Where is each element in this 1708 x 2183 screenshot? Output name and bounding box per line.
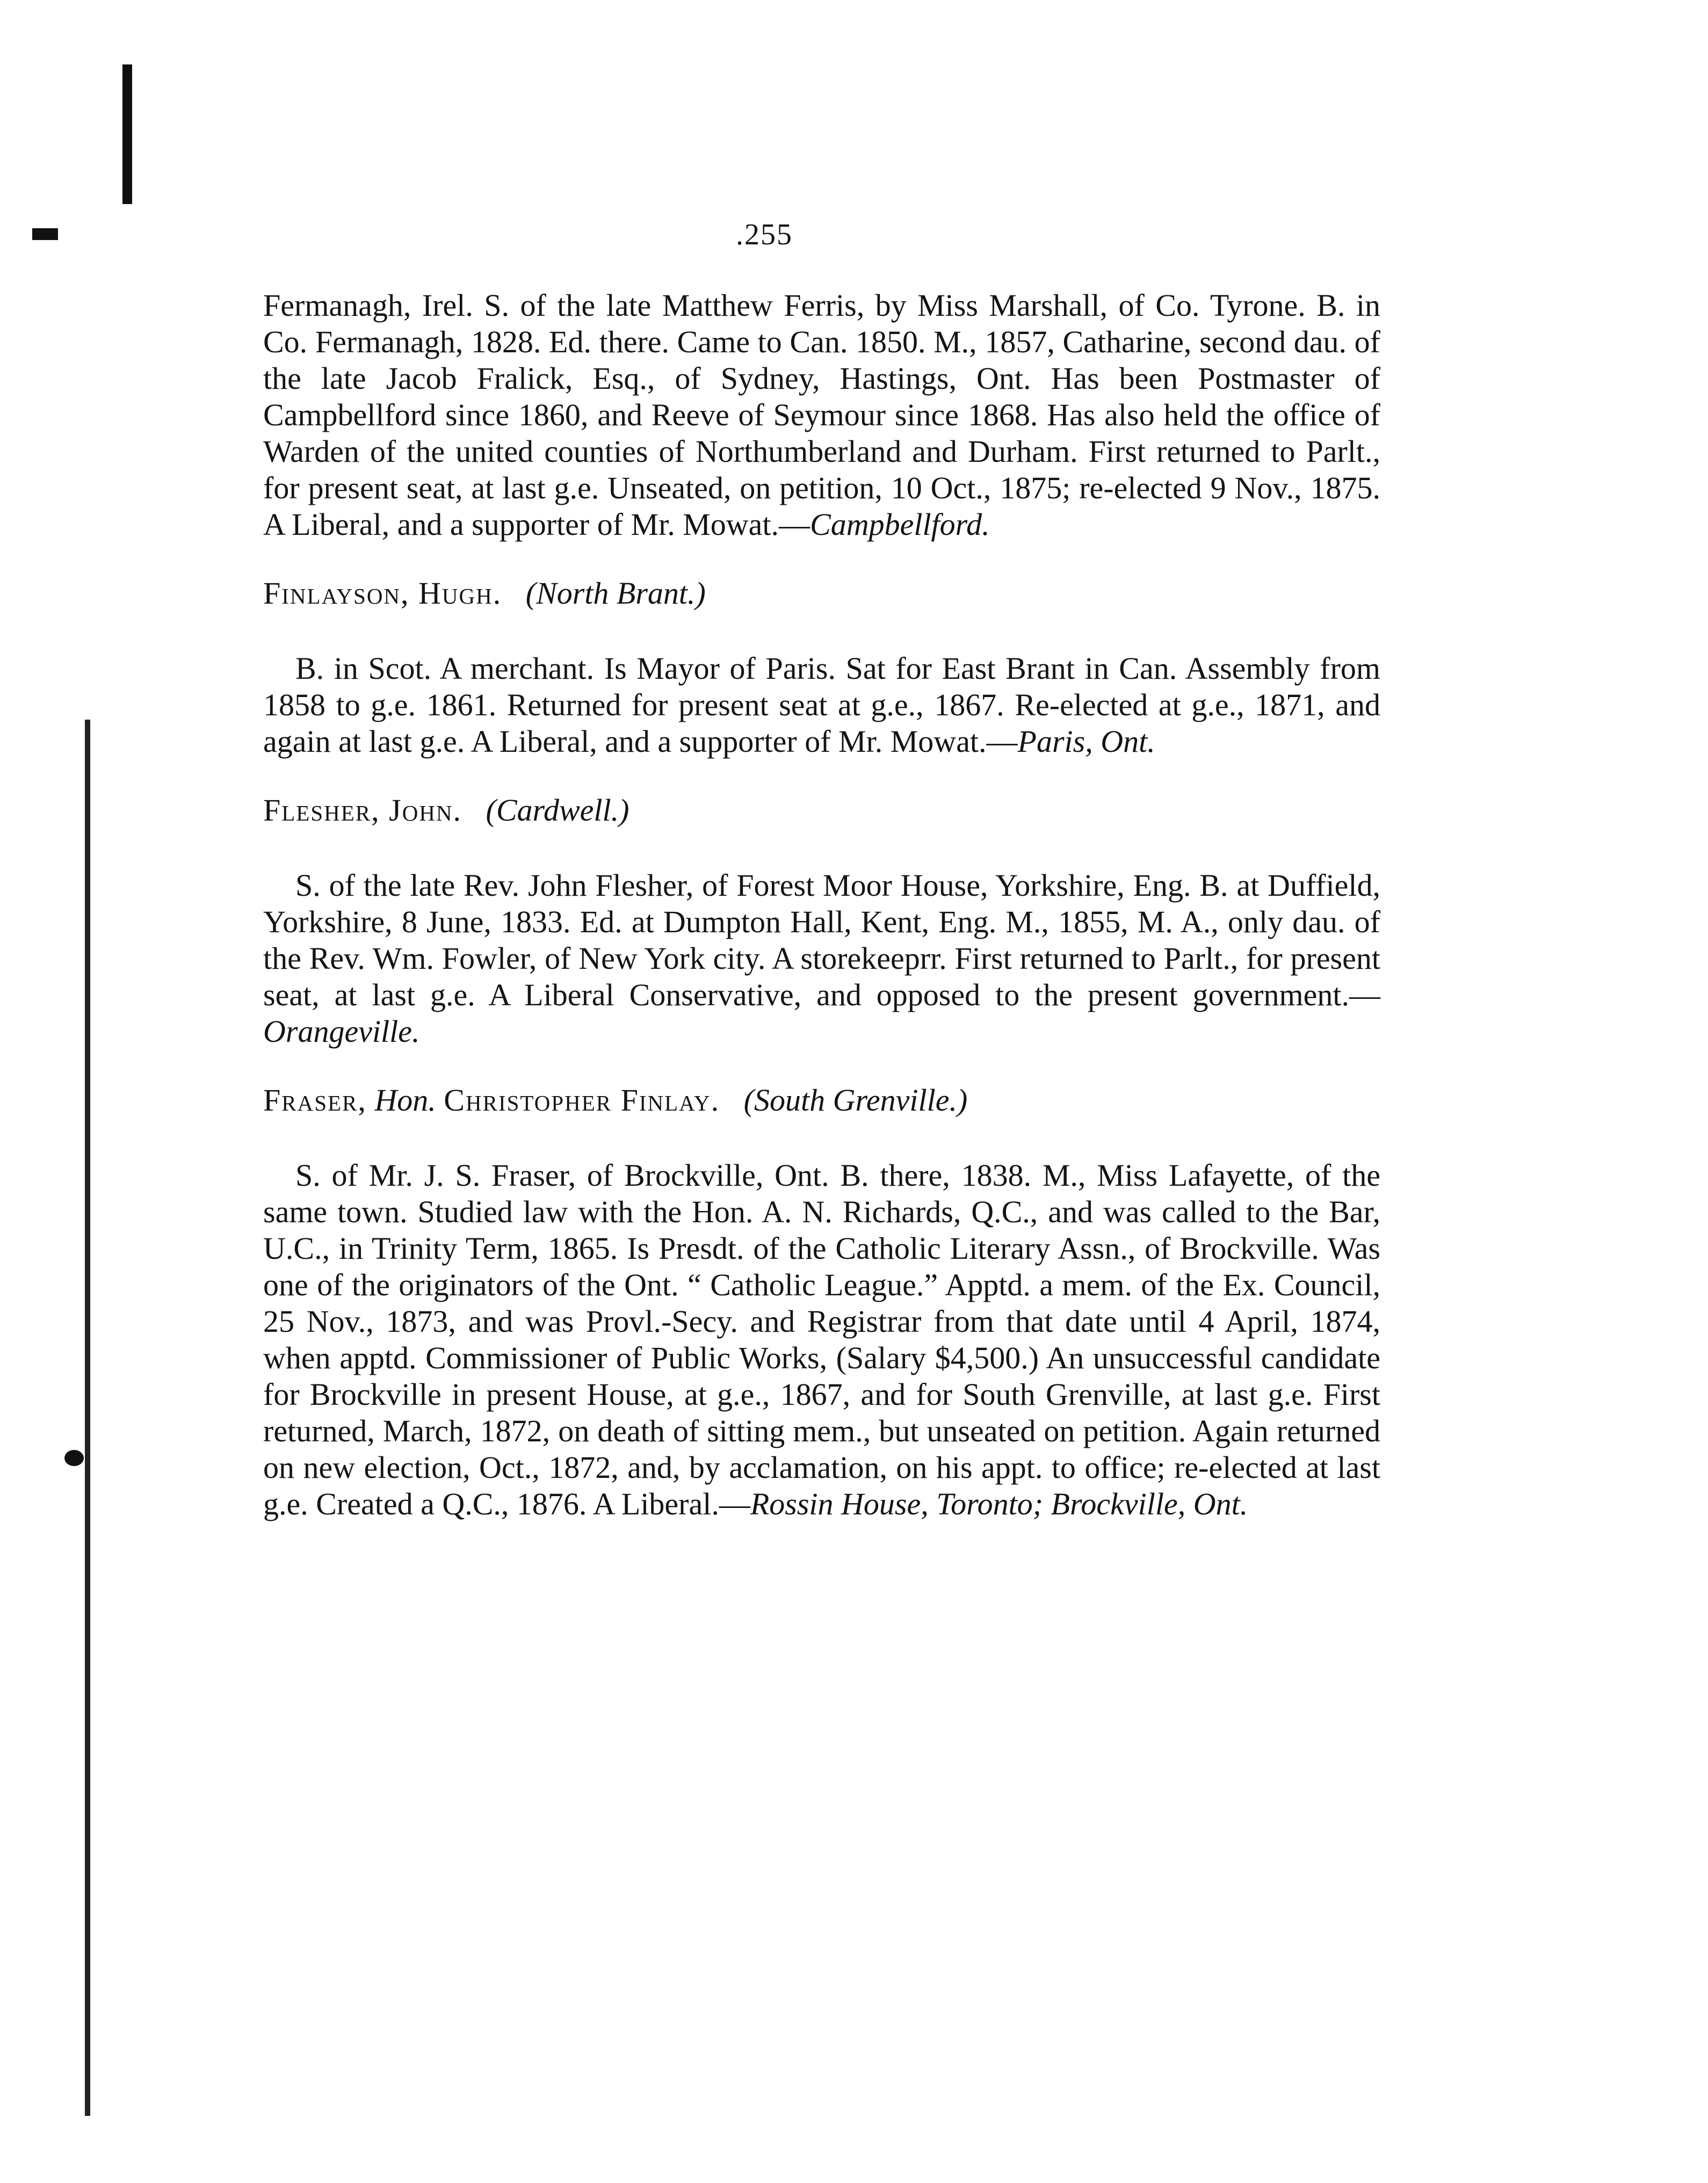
member-surname: Fraser, <box>263 1083 367 1118</box>
entry-heading-finlayson <box>263 575 1380 612</box>
riding: (Cardwell.) <box>486 793 629 828</box>
text-column <box>263 287 1380 1522</box>
entry-heading-fraser <box>263 1082 1380 1119</box>
entry-paragraph-flesher <box>263 867 1380 1050</box>
member-name: Flesher, John. <box>263 793 462 828</box>
entry-text: S. of Mr. J. S. Fraser, of Brockville, Ont. B. there, 1838. M., Miss Lafayette, of the same town. Studied law with the Hon. A. N. Richards, Q.C., and was called to the Bar, U.C., in Trinity Term, 1865. Is Presdt. of the Catholic Literary Assn., of Brockville. Was one of the originators of the Ont. “ Catholic League.” Apptd. a mem. of the Ex. Council, 25 Nov., 1873, and was Provl.-Secy. and Registrar from that date until 4 April, 1874, when apptd. Commissioner of Public Works, (Salary $4,500.) An unsuccessful candidate for Brockville in present House, at g.e., 1867, and for South Grenville, at last g.e. First returned, March, 1872, on death of sitting mem., but unseated on petition. Again returned on new election, Oct., 1872, and, by acclamation, on his appt. to office; re-elected at last g.e. Created a Q.C., 1876. A Liberal.— <box>263 1158 1380 1521</box>
riding: (North Brant.) <box>525 576 706 611</box>
member-name: Finlayson, Hugh. <box>263 576 502 611</box>
scan-edge-mark-top <box>122 64 132 204</box>
entry-heading-flesher <box>263 792 1380 829</box>
scan-edge-mark-dot <box>64 1450 84 1466</box>
entry-paragraph-finlayson <box>263 650 1380 760</box>
entry-text: B. in Scot. A merchant. Is Mayor of Paris. Sat for East Brant in Can. Assembly from 1858 to g.e. 1861. Returned for present seat at g.e., 1867. Re-elected at g.e., 1871, and again at last g.e. A Liberal, and a supporter of Mr. Mowat.— <box>263 651 1380 759</box>
residence: Campbellford. <box>810 507 990 542</box>
member-given-names: Christopher Finlay. <box>444 1083 720 1118</box>
riding: (South Grenville.) <box>743 1083 968 1118</box>
entry-text: Fermanagh, Irel. S. of the late Matthew Ferris, by Miss Marshall, of Co. Tyrone. B. in Co. Fermanagh, 1828. Ed. there. Came to Can. 1850. M., 1857, Catharine, second dau. of the late Jacob Fralick, Esq., of Sydney, Hastings, Ont. Has been Postmaster of Campbellford since 1860, and Reeve of Seymour since 1868. Has also held the office of Warden of the united counties of Northumberland and Durham. First returned to Parlt., for present seat, at last g.e. Unseated, on petition, 10 Oct., 1875; re-elected 9 Nov., 1875. A Liberal, and a supporter of Mr. Mowat.— <box>263 288 1380 542</box>
entry-continued-paragraph <box>263 287 1380 543</box>
entry-paragraph-fraser <box>263 1157 1380 1522</box>
entry-text: S. of the late Rev. John Flesher, of Forest Moor House, Yorkshire, Eng. B. at Duffield, Yorkshire, 8 June, 1833. Ed. at Dumpton Hall, Kent, Eng. M., 1855, M. A., only dau. of the Rev. Wm. Fowler, of New York city. A storekeeprr. First returned to Parlt., for present seat, at last g.e. A Liberal Conservative, and opposed to the present government.— <box>263 868 1380 1012</box>
residence: Paris, Ont. <box>1017 724 1155 759</box>
scan-edge-mark-middle <box>85 720 90 2116</box>
page-number: .255 <box>736 218 793 251</box>
residence: Orangeville. <box>263 1014 420 1049</box>
member-title: Hon. <box>374 1083 436 1118</box>
scan-edge-mark-dash <box>32 228 58 240</box>
residence: Rossin House, Toronto; Brockville, Ont. <box>750 1486 1248 1521</box>
